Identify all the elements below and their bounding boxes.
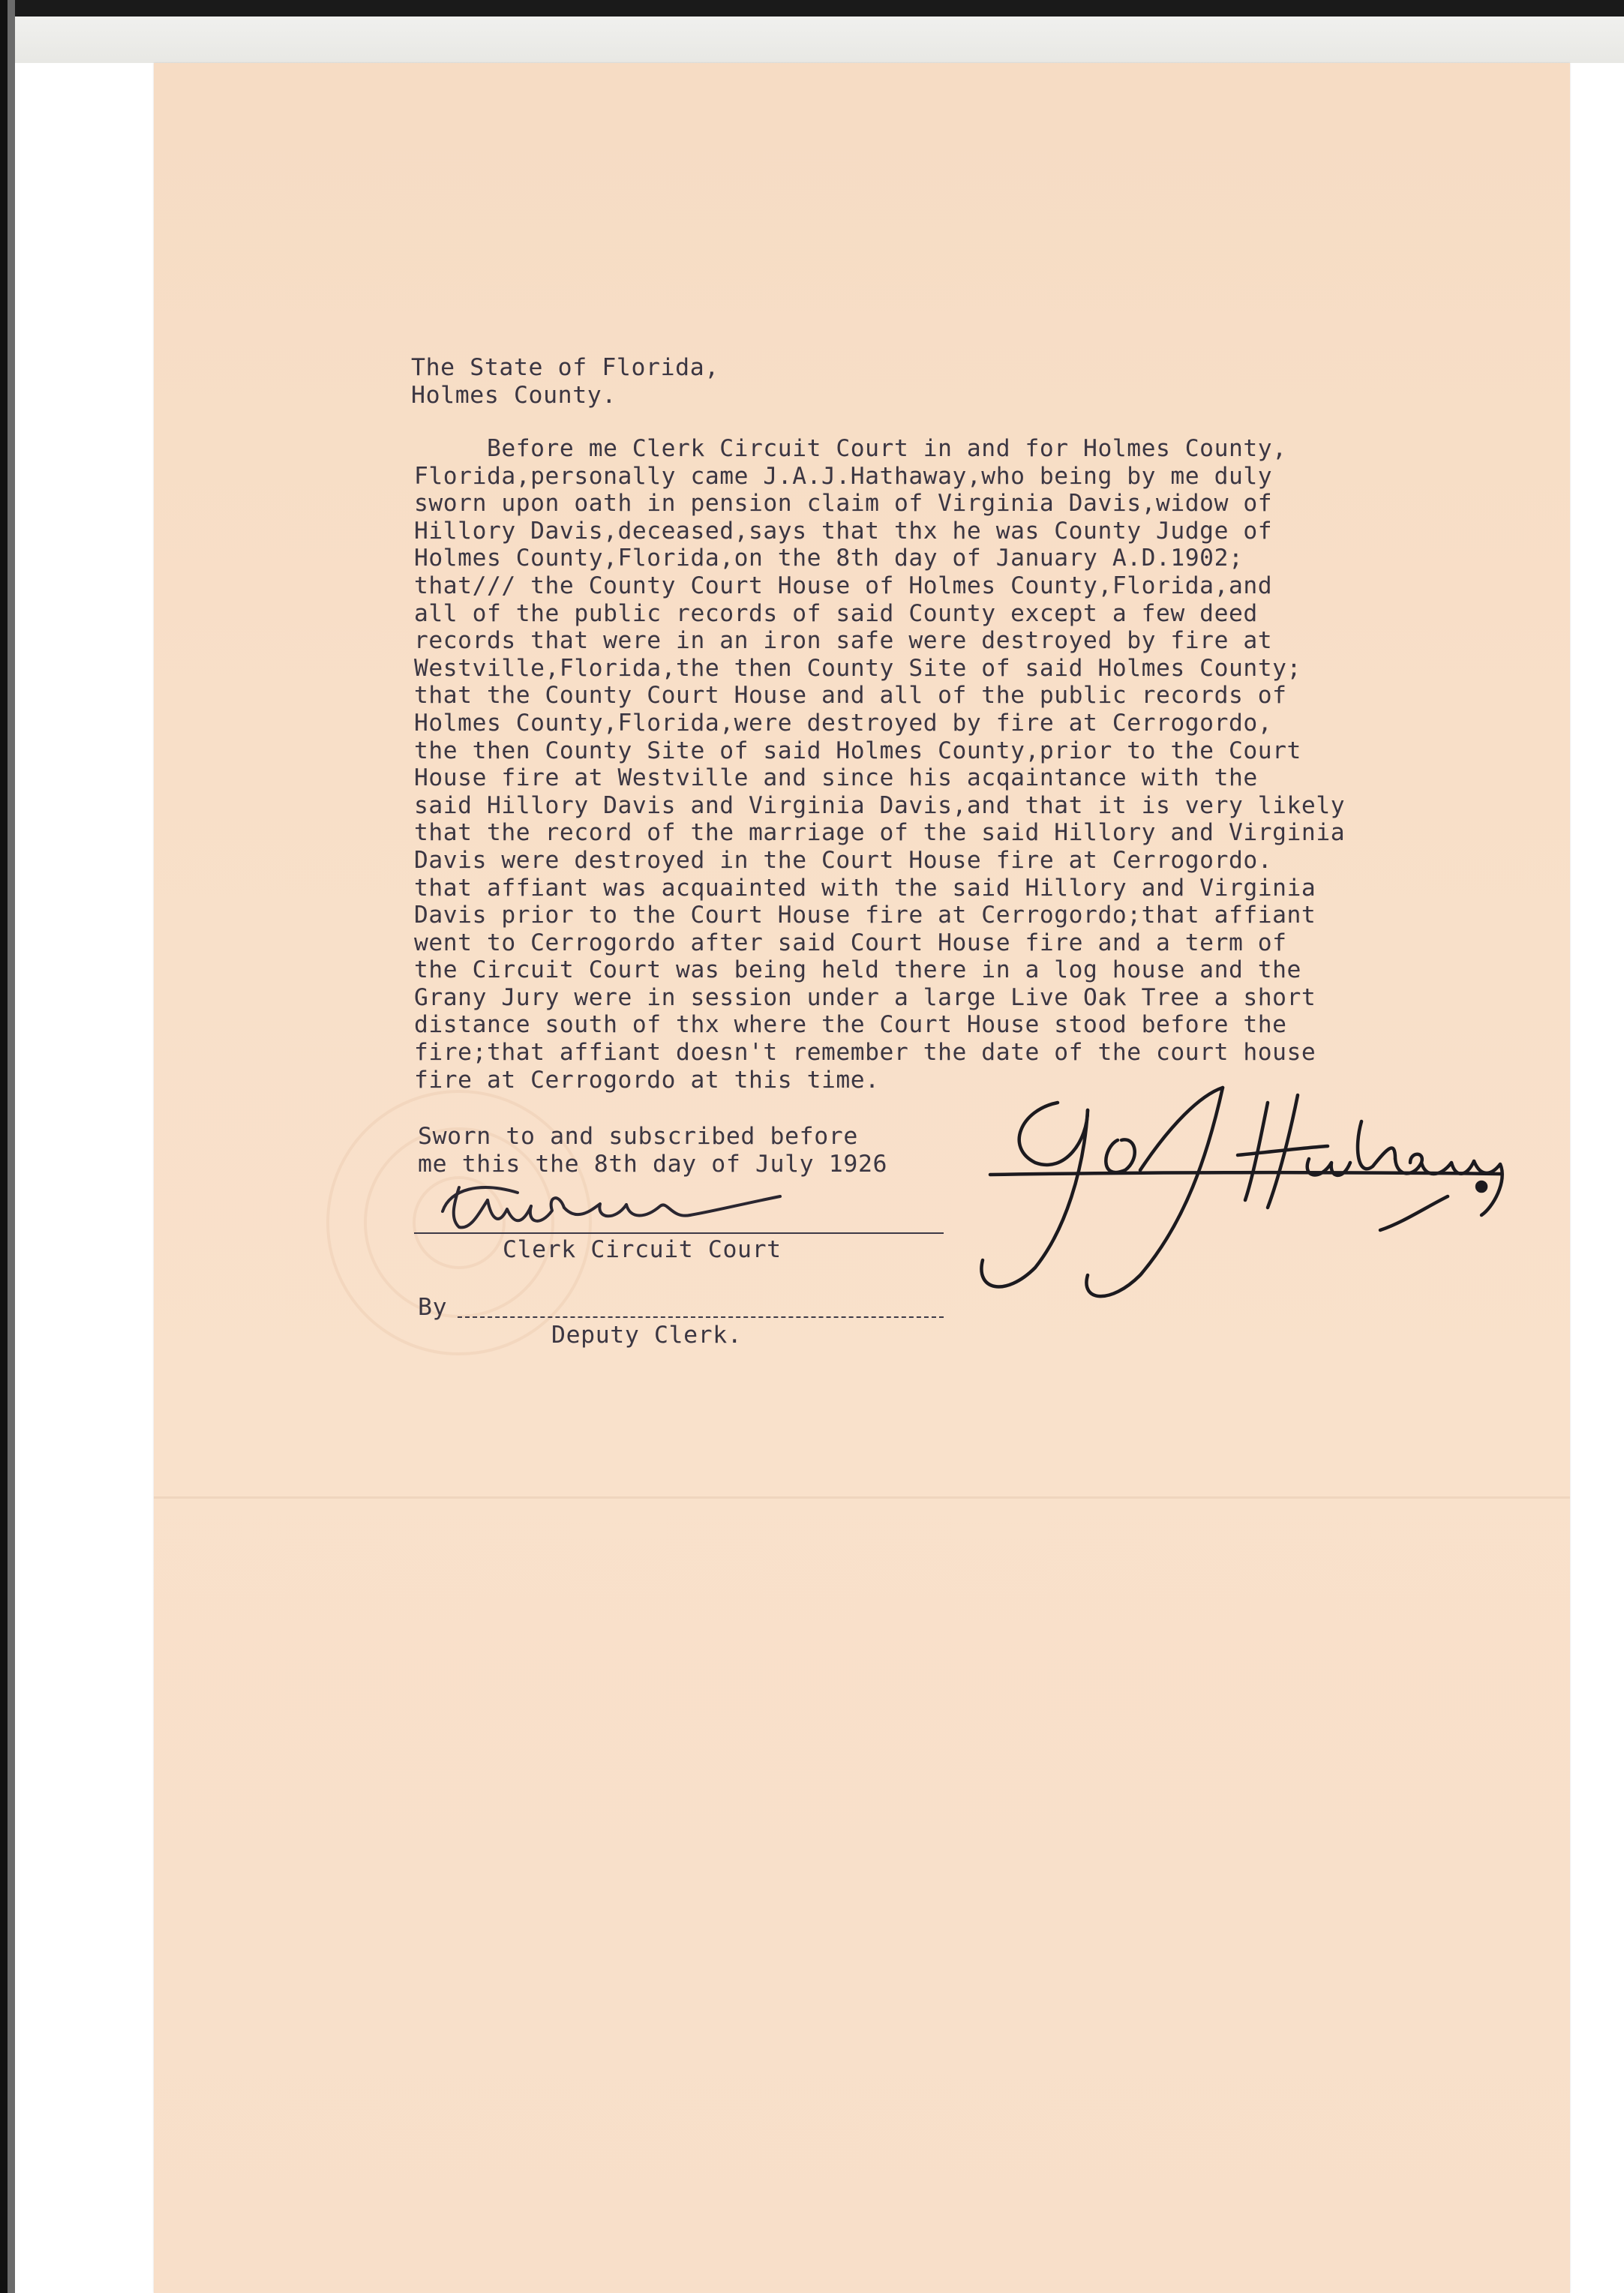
body-line: that/// the County Court House of Holmes County,Florida,and xyxy=(414,572,1273,599)
body-line: sworn upon oath in pension claim of Virginia Davis,widow of xyxy=(414,490,1273,518)
body-line: all of the public records of said County except a few deed xyxy=(414,599,1258,627)
body-line: Grany Jury were in session under a large Live Oak Tree a short xyxy=(414,983,1316,1011)
body-line: Davis were destroyed in the Court House fire at Cerrogordo. xyxy=(414,846,1273,874)
body-line: records that were in an iron safe were destroyed by fire at xyxy=(414,627,1273,655)
header-line-state: The State of Florida, xyxy=(411,354,719,381)
body-line: went to Cerrogordo after said Court House fire and a term of xyxy=(414,929,1287,956)
body-line: Florida,personally came J.A.J.Hathaway,who being by me duly xyxy=(414,462,1273,490)
clerk-handwritten-signature xyxy=(443,1187,780,1227)
body-line: that the County Court House and all of the public records of xyxy=(414,682,1287,710)
body-line: fire at Cerrogordo at this time. xyxy=(414,1066,880,1094)
header-line-county: Holmes County. xyxy=(411,382,617,409)
deputy-clerk-label: Deputy Clerk. xyxy=(551,1322,743,1349)
body-line: that affiant was acquainted with the said Hillory and Virginia xyxy=(414,874,1316,902)
body-line: fire;that affiant doesn't remember the date of the court house xyxy=(414,1039,1316,1067)
body-line: Hillory Davis,deceased,says that thx he was County Judge of xyxy=(414,517,1273,545)
body-line: the then County Site of said Holmes County,prior to the Court xyxy=(414,737,1301,764)
body-line: distance south of thx where the Court House stood before the xyxy=(414,1011,1287,1039)
body-line: the Circuit Court was being held there in a log house and the xyxy=(414,956,1301,984)
affiant-handwritten-signature xyxy=(981,1088,1502,1296)
by-label: By xyxy=(418,1294,448,1321)
body-line: Davis prior to the Court House fire at Cerrogordo;that affiant xyxy=(414,902,1316,929)
body-line: Westville,Florida,the then County Site of said Holmes County; xyxy=(414,654,1301,682)
body-line: Before me Clerk Circuit Court in and for Holmes County, xyxy=(414,435,1287,462)
jurat-line: me this the 8th day of July 1926 xyxy=(418,1151,888,1178)
body-line: said Hillory Davis and Virginia Davis,and that it is very likely xyxy=(414,791,1346,819)
body-line: Holmes County,Florida,on the 8th day of January A.D.1902; xyxy=(414,545,1244,572)
clerk-circuit-court-label: Clerk Circuit Court xyxy=(503,1236,782,1263)
jurat-line: Sworn to and subscribed before xyxy=(418,1123,858,1150)
body-line: House fire at Westville and since his acqaintance with the xyxy=(414,764,1258,792)
body-line: Holmes County,Florida,were destroyed by fire at Cerrogordo, xyxy=(414,709,1273,737)
body-line: that the record of the marriage of the said Hillory and Virginia xyxy=(414,819,1346,847)
